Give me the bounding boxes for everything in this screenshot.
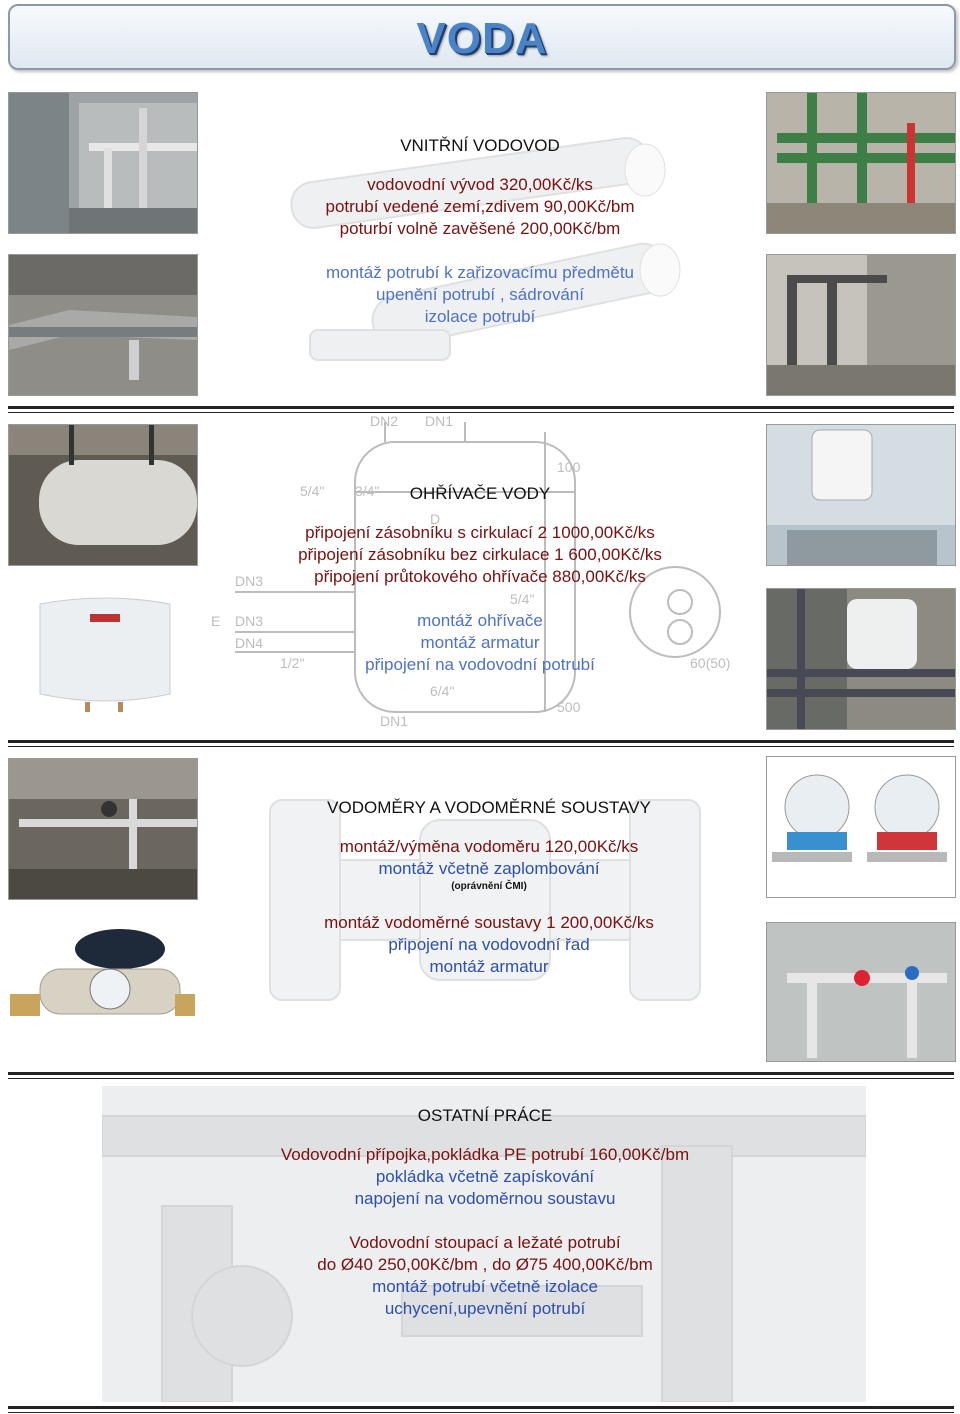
note-line: připojení na vodovodní potrubí	[365, 655, 595, 674]
section-divider	[8, 1406, 954, 1409]
section-ohrivace-vody	[200, 484, 760, 676]
price-line: Vodovodní přípojka,pokládka PE potrubí 160,00Kč/bm	[280, 1145, 690, 1164]
section-heading: OHŘÍVAČE VODY	[409, 484, 551, 503]
section-divider	[8, 1072, 954, 1075]
diagram-label: D	[430, 511, 441, 527]
diagram-label: DN1	[425, 413, 454, 429]
section-vnitrni-vodovod	[200, 136, 760, 328]
certification-note: (oprávnění ČMI)	[451, 881, 527, 892]
diagram-label: 6/4"	[430, 683, 455, 699]
note-line: montáž potrubí včetně izolace	[372, 1277, 598, 1296]
photo-green-pipes	[766, 92, 956, 234]
price-line: připojení průtokového ohřívače 880,00Kč/ks	[314, 567, 646, 586]
note-line: montáž ohřívače	[417, 611, 543, 630]
diagram-label: 100	[557, 459, 581, 475]
diagram-label: DN1	[380, 713, 409, 729]
photo-pipes-wall-groove	[8, 254, 198, 396]
price-line: připojení zásobníku bez cirkulace 1 600,00Kč/ks	[298, 545, 662, 564]
diagram-label: DN4	[235, 635, 264, 651]
diagram-label: DN3	[235, 613, 264, 629]
note-line: montáž potrubí k zařizovacímu předmětu	[325, 263, 635, 282]
price-line: poturbí volně zavěšené 200,00Kč/bm	[339, 219, 621, 238]
note-line: připojení na vodovodní řad	[388, 935, 590, 954]
note-line: montáž armatur	[429, 957, 549, 976]
section-divider	[8, 406, 954, 409]
diagram-label: DN2	[370, 413, 399, 429]
photo-electric-boiler	[30, 594, 180, 714]
note-line: montáž armatur	[420, 633, 540, 652]
photo-horizontal-tank	[8, 424, 198, 566]
diagram-label: 5/4"	[300, 483, 325, 499]
note-line: napojení na vodoměrnou soustavu	[354, 1189, 616, 1208]
diagram-label: 500	[557, 699, 581, 715]
photo-water-meters-pair	[766, 756, 956, 898]
price-line: montáž/výměna vodoměru 120,00Kč/ks	[339, 837, 639, 856]
photo-water-meter-product	[10, 924, 195, 1044]
diagram-label: 5/4"	[510, 591, 535, 607]
photo-meter-assembly	[766, 922, 956, 1062]
section-divider	[8, 740, 954, 743]
price-line: Vodovodní stoupací a ležaté potrubí	[349, 1233, 621, 1252]
page-title: VODA	[416, 14, 548, 63]
price-line: potrubí vedené zemí,zdivem 90,00Kč/bm	[325, 197, 635, 216]
note-line: pokládka včetně zapískování	[375, 1167, 595, 1186]
note-line: uchycení,upevnění potrubí	[384, 1299, 586, 1318]
section-heading: VODOMĚRY A VODOMĚRNÉ SOUSTAVY	[327, 798, 651, 817]
diagram-label: 3/4"	[355, 483, 380, 499]
photo-boiler-sink	[766, 424, 956, 566]
price-line: do Ø40 250,00Kč/bm , do Ø75 400,00Kč/bm	[317, 1255, 653, 1274]
diagram-label: E	[211, 613, 221, 629]
section-heading: VNITŘNÍ VODOVOD	[400, 136, 560, 155]
section-heading: OSTATNÍ PRÁCE	[417, 1106, 553, 1125]
title-banner	[8, 4, 956, 70]
price-line: vodovodní vývod 320,00Kč/ks	[367, 175, 593, 194]
diagram-label: DN3	[235, 573, 264, 589]
photo-meter-installation	[8, 758, 198, 900]
note-line: izolace potrubí	[424, 307, 536, 326]
diagram-label: 1/2"	[280, 655, 305, 671]
photo-boiler-installed	[766, 588, 956, 730]
section-ostatni-prace	[200, 1106, 770, 1320]
price-line: připojení zásobníku s cirkulací 2 1000,00Kč/ks	[305, 523, 655, 542]
price-line: montáž vodoměrné soustavy 1 200,00Kč/ks	[324, 913, 654, 932]
photo-pipes-basement	[8, 92, 198, 234]
photo-pipes-taps	[766, 254, 956, 396]
note-line: montáž včetně zaplombování	[378, 859, 600, 878]
diagram-label: 60(50)	[690, 655, 731, 671]
section-vodomery	[200, 798, 778, 978]
note-line: upenění potrubí , sádrování	[376, 285, 584, 304]
